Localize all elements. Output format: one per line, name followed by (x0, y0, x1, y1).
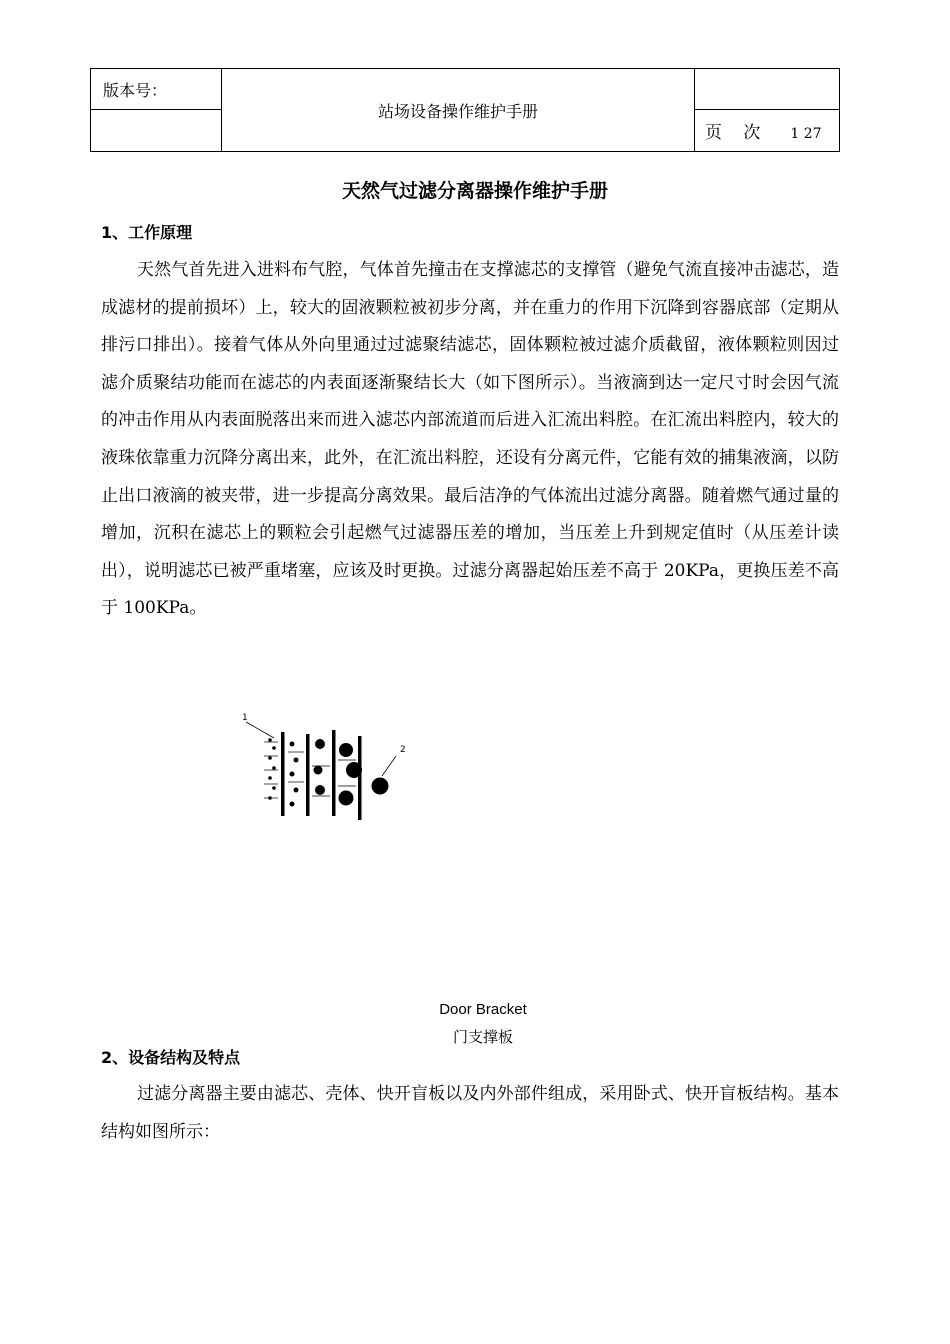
section-2-paragraph: 过滤分离器主要由滤芯、壳体、快开盲板以及内外部件组成，采用卧式、快开盲板结构。基本结构如图所示： (101, 1084, 839, 1142)
version-value-cell (91, 110, 222, 152)
page-label: 页 次 (705, 123, 769, 143)
page-info-cell (695, 110, 840, 152)
section-1-paragraph: 天然气首先进入进料布气腔，气体首先撞击在支撑滤芯的支撑管（避免气流直接冲击滤芯，造成滤材的提前损坏）上，较大的固液颗粒被初步分离，并在重力的作用下沉降到容器底部（定期从排污口排出）。接着气体从外向里通过过滤聚结滤芯，固体颗粒被过滤介质截留，液体颗粒则因过滤介质聚结功能而在滤芯的内表面逐渐聚结长大（如下图所示）。当液滴到达一定尺寸时会因气流的冲击作用从内表面脱落出来而进入滤芯内部流道而后进入汇流出料腔。在汇流出料腔内，较大的液珠依靠重力沉降分离出来，此外，在汇流出料腔，还设有分离元件，它能有效的捕集液滴，以防止出口液滴的被夹带，进一步提高分离效果。最后洁净的气体流出过滤分离器。随着燃气通过量的增加，沉积在滤芯上的颗粒会引起燃气过滤器压差的增加，当压差上升到规定值时（从压差计读出），说明滤芯已被严重堵塞，应该及时更换。过滤分离器起始压差不高于 20KPa，更换压差不高于 100KPa。 (101, 260, 839, 619)
section-2-heading: 2、设备结构及特点 (101, 1048, 241, 1067)
figure-caption-english: Door Bracket (439, 1001, 527, 1018)
document-title: 天然气过滤分离器操作维护手册 (341, 180, 608, 202)
page-number: 1 27 (790, 126, 822, 142)
header-empty-cell (695, 69, 840, 110)
document-header-table (90, 68, 840, 152)
section-1-heading: 1、工作原理 (101, 223, 193, 242)
version-label: 版本号： (91, 69, 222, 110)
figure-label-2: 2 (400, 745, 406, 755)
figure-caption-chinese: 门支撑板 (452, 1028, 513, 1046)
figure-label-1: 1 (242, 713, 248, 723)
manual-name: 站场设备操作维护手册 (222, 69, 695, 152)
coalescing-diagram (236, 712, 416, 822)
coalesced-droplets (314, 739, 389, 806)
